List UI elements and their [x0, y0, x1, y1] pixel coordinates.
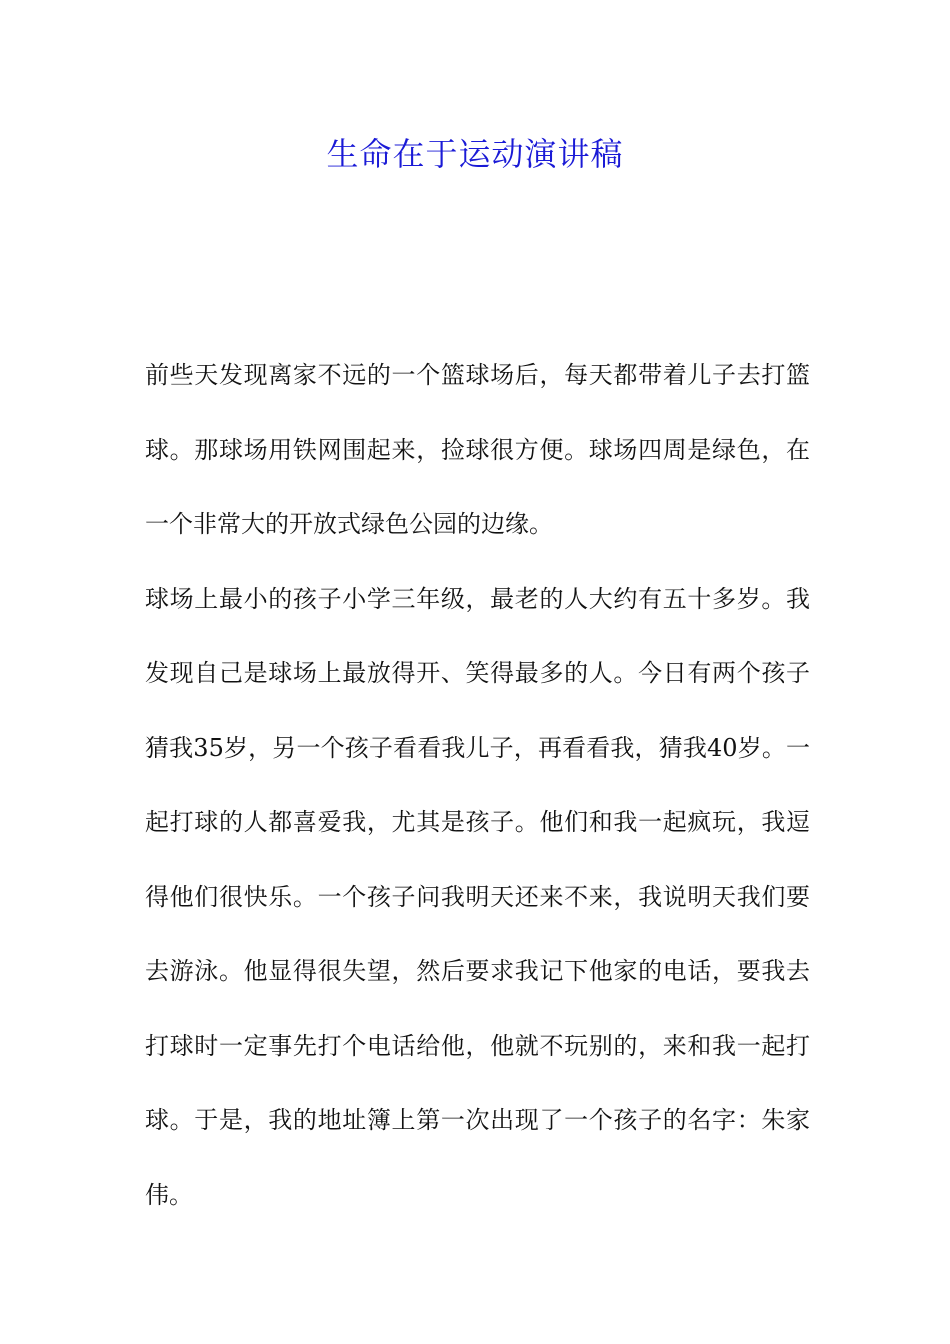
paragraph-2: 球场上最小的孩子小学三年级，最老的人大约有五十多岁。我发现自己是球场上最放得开、笑得最多的人。今日有两个孩子猜我35岁，另一个孩子看看我儿子，再看看我，猜我40岁。一起打球的人都喜爱我，尤其是孩子。他们和我一起疯玩，我逗得他们很快乐。一个孩子问我明天还来不来，我说明天我们要去游泳。他显得很失望，然后要求我记下他家的电话，要我去打球时一定事先打个电话给他，他就不玩别的，来和我一起打球。于是，我的地址簿上第一次出现了一个孩子的名字：朱家伟。 — [145, 584, 810, 1209]
document-title: 生命在于运动演讲稿 — [326, 135, 624, 173]
paragraph-1: 前些天发现离家不远的一个篮球场后，每天都带着儿子去打篮球。那球场用铁网围起来，捡球很方便。球场四周是绿色，在一个非常大的开放式绿色公园的边缘。 — [145, 361, 810, 538]
document-body — [145, 338, 810, 1232]
